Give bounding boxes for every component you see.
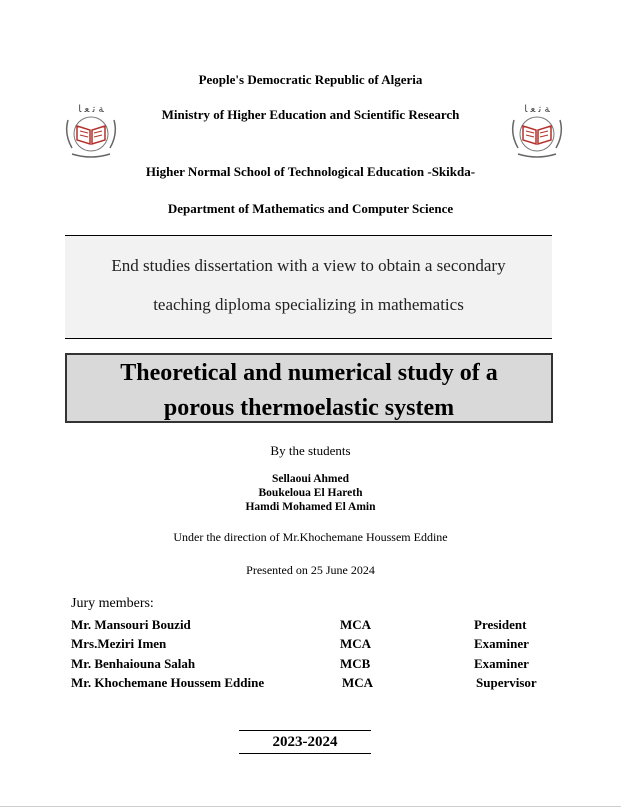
jury-grade: MCA bbox=[340, 636, 372, 651]
jury-name: Mr. Mansouri Bouzid bbox=[71, 617, 191, 632]
jury-row bbox=[0, 675, 621, 693]
jury-grade: MCA bbox=[342, 675, 374, 690]
student-name: Hamdi Mohamed El Amin bbox=[245, 501, 376, 513]
jury-label: Jury members: bbox=[71, 596, 154, 611]
department-heading: Department of Mathematics and Computer Science bbox=[167, 201, 454, 216]
svg-text:ﺔ ﺗ ﻌ ﺎ: ﺔ ﺗ ﻌ ﺎ bbox=[524, 104, 550, 115]
presentation-date: Presented on 25 June 2024 bbox=[246, 563, 375, 577]
school-heading: Higher Normal School of Technological Education -Skikda- bbox=[145, 164, 476, 179]
jury-role: Supervisor bbox=[476, 675, 537, 690]
jury-name: Mrs.Meziri Imen bbox=[71, 636, 167, 651]
jury-grade: MCA bbox=[340, 617, 372, 632]
subtitle-line-1: End studies dissertation with a view to obtain a secondary bbox=[111, 256, 506, 275]
republic-heading: People's Democratic Republic of Algeria bbox=[198, 72, 423, 87]
thesis-title-box bbox=[65, 353, 553, 423]
jury-role: Examiner bbox=[474, 636, 529, 651]
jury-row bbox=[0, 636, 621, 654]
jury-grade: MCB bbox=[340, 656, 371, 671]
students-intro: By the students bbox=[270, 443, 351, 458]
jury-row bbox=[0, 656, 621, 674]
direction-line: Under the direction of Mr.Khochemane Houssem Eddine bbox=[173, 530, 448, 544]
dissertation-subtitle-box bbox=[65, 235, 552, 339]
title-line-1: Theoretical and numerical study of a bbox=[120, 360, 498, 386]
school-logo-right bbox=[506, 100, 568, 162]
school-logo-left bbox=[60, 100, 122, 162]
jury-row bbox=[0, 617, 621, 635]
jury-role: President bbox=[474, 617, 527, 632]
student-name: Sellaoui Ahmed bbox=[271, 473, 349, 485]
student-name: Boukeloua El Hareth bbox=[258, 487, 363, 499]
jury-name: Mr. Khochemane Houssem Eddine bbox=[71, 675, 265, 690]
page-bottom-divider bbox=[0, 806, 621, 807]
jury-role: Examiner bbox=[474, 656, 529, 671]
title-line-2: porous thermoelastic system bbox=[163, 395, 455, 421]
jury-name: Mr. Benhaiouna Salah bbox=[71, 656, 196, 671]
subtitle-line-2: teaching diploma specializing in mathematics bbox=[153, 295, 464, 314]
ministry-heading: Ministry of Higher Education and Scientific Research bbox=[161, 107, 460, 122]
svg-text:ﺔ ﺗ ﻌ ﺎ: ﺔ ﺗ ﻌ ﺎ bbox=[78, 104, 104, 115]
academic-year: 2023-2024 bbox=[239, 730, 371, 754]
